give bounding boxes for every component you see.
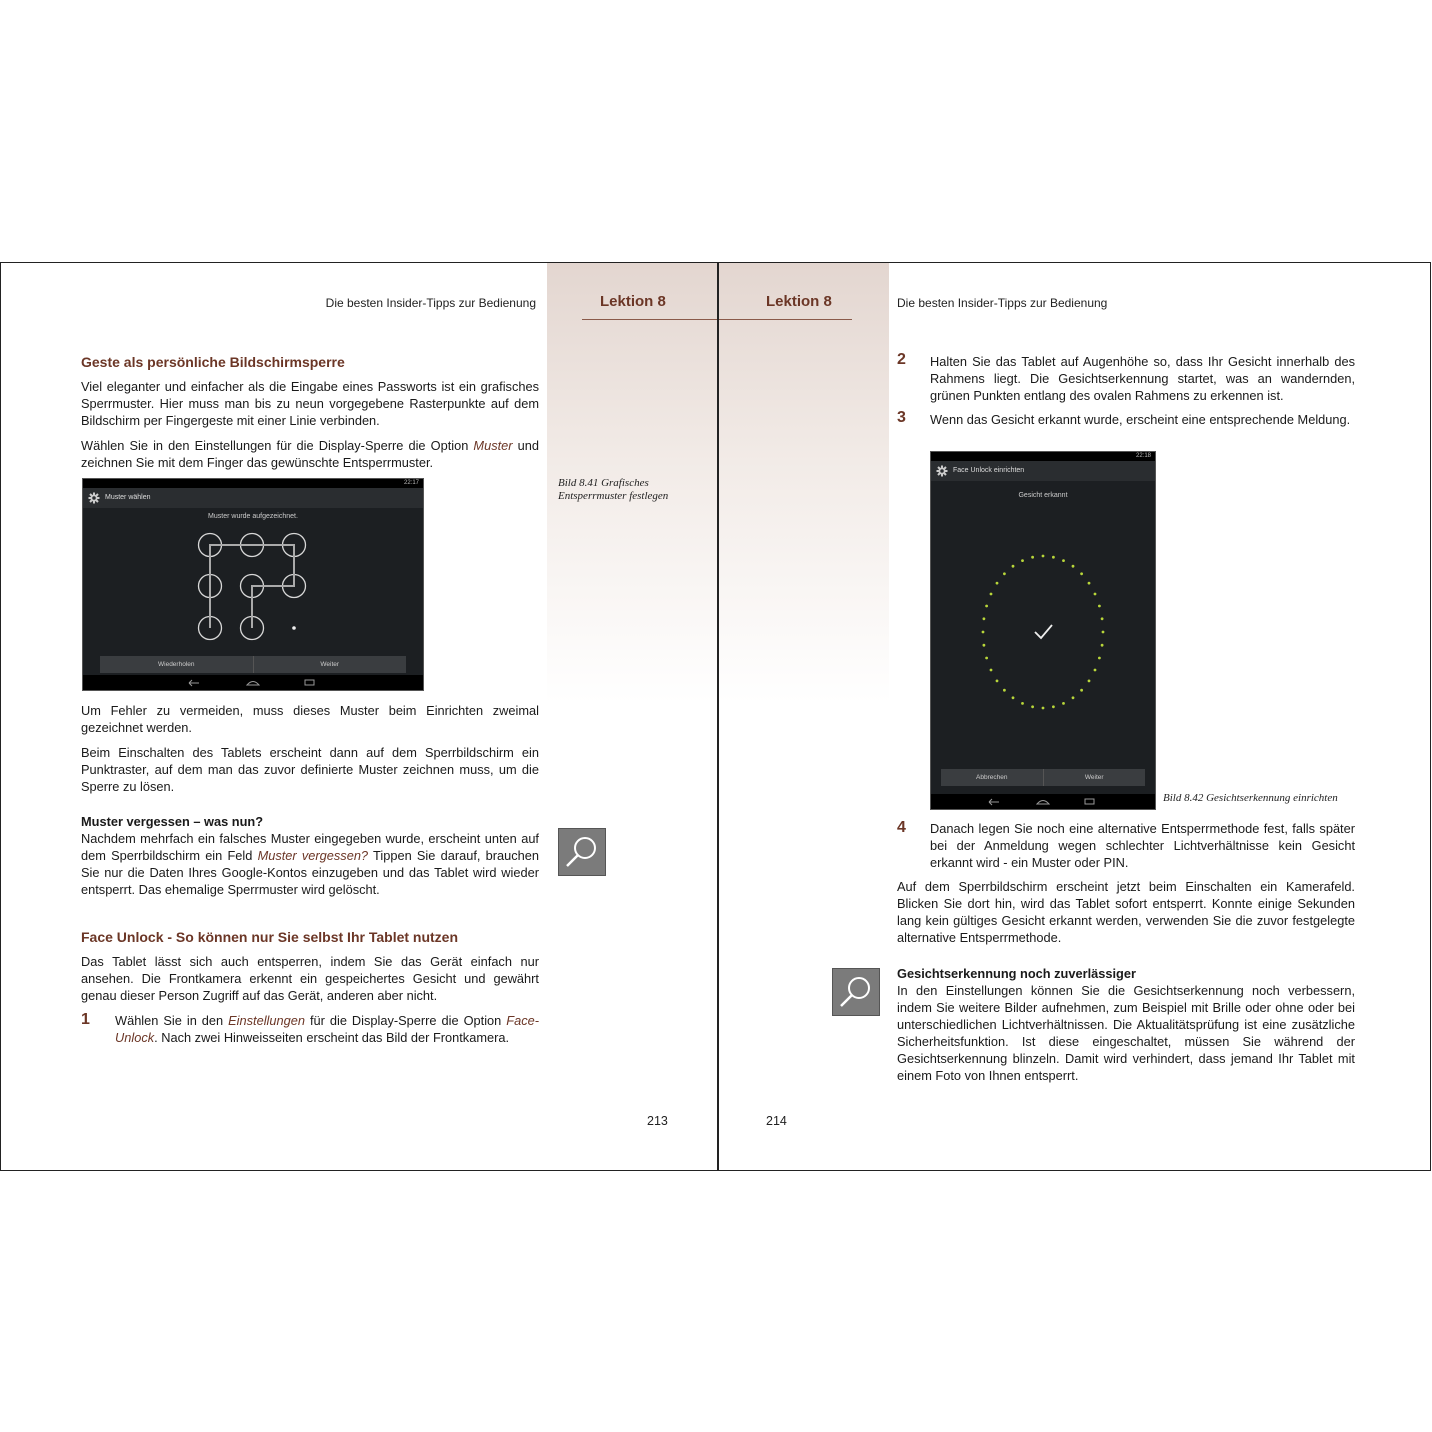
oval-dot (1088, 680, 1091, 683)
right-color-band (719, 263, 889, 703)
nav-bar (83, 675, 423, 690)
oval-dot (1052, 705, 1055, 708)
oval-dot (1012, 565, 1015, 568)
oval-dot (1080, 689, 1083, 692)
paragraph: Wählen Sie in den Einstellungen für die Display-Sperre die Option Muster und zeichnen Sie mit dem Finger das gewünschte Entsperrmuster. (81, 438, 539, 470)
running-head: Die besten Insider-Tipps zur Bedienung (897, 296, 1108, 310)
recents-icon[interactable] (1085, 799, 1094, 804)
figure-caption: Bild 8.41 Grafisches Entsperrmuster festlegen (558, 477, 669, 502)
step-number: 4 (897, 819, 906, 836)
oval-dot (1052, 556, 1055, 559)
oval-dot (983, 617, 986, 620)
lesson-label: Lektion 8 (766, 293, 832, 310)
step-text: Wählen Sie in den Einstellungen für die Display-Sperre die Option Face-Unlock. Nach zwei Hinweisseiten erscheint das Bild der Frontkamera. (115, 1013, 539, 1045)
oval-dot (1101, 617, 1104, 620)
section-heading: Face Unlock - So können nur Sie selbst Ihr Tablet nutzen (81, 929, 459, 945)
step-text: Halten Sie das Tablet auf Augenhöhe so, dass Ihr Gesicht innerhalb des Rahmens liegt. Die Gesichtserkennung startet, was an wandernden, grünen Punkten entlang des ovalen Rahmens zu erkennen ist. (930, 354, 1355, 403)
back-icon[interactable] (989, 799, 999, 805)
status-bar: 22:17 (83, 479, 423, 488)
oval-dot (1094, 669, 1097, 672)
oval-dot (990, 669, 993, 672)
oval-dot (1003, 572, 1006, 575)
magnifier-icon (833, 969, 879, 1015)
oval-dot (1094, 593, 1097, 596)
oval-dot (1003, 689, 1006, 692)
oval-dot (996, 680, 999, 683)
tip-heading: Muster vergessen – was nun? (81, 814, 264, 829)
oval-dot (990, 593, 993, 596)
step-number: 2 (897, 351, 906, 368)
face-frame-oval (931, 452, 1155, 809)
oval-dot (1072, 696, 1075, 699)
pattern-screenshot (82, 478, 424, 691)
screen-title: Face Unlock einrichten (953, 467, 1025, 474)
oval-dot (982, 631, 985, 634)
oval-dot (1021, 702, 1024, 705)
oval-dot (1101, 644, 1104, 647)
option-name: Muster (473, 438, 513, 453)
lesson-rule (582, 319, 717, 320)
oval-dot (996, 582, 999, 585)
dialog-buttons (100, 656, 406, 673)
step-text: Danach legen Sie noch eine alternative Entsperrmethode fest, falls später bei der Anmeldung wegen schlechter Lichtverhältnisse kein Gesicht erkannt wird - ein Muster oder PIN. (930, 821, 1355, 870)
oval-dot (985, 605, 988, 608)
oval-dot (1098, 605, 1101, 608)
tip-text: Gesichtserkennung noch zuverlässiger In den Einstellungen können Sie die Gesichtserkennung noch verbessern, indem Sie weitere Bilder aufnehmen, zum Beispiel mit Brille oder ohne oder bei unterschiedlichen Lichtverhältnissen. Die Aktualitätsprüfung ist eine zusätzliche Sicherheitsfunktion. Ist diese eingeschaltet, müssen Sie während der Gesichtserkennung blinzeln. Damit wird verhindert, dass jemand Ihr Tablet mit einem Foto von Ihnen entsperrt. (897, 966, 1355, 1083)
home-icon[interactable] (1037, 801, 1049, 805)
repeat-button[interactable]: Wiederholen (158, 661, 195, 668)
screen-message: Gesicht erkannt (1018, 492, 1068, 499)
running-head: Die besten Insider-Tipps zur Bedienung (325, 296, 536, 310)
paragraph: Auf dem Sperrbildschirm erscheint jetzt beim Einschalten ein Kamerafeld. Blicken Sie dort hin, wird das Tablet sofort entsperrt. Konnte einige Sekunden lang kein gültiges Gesicht erkannt werden, verwenden Sie die zuvor festgelegte alternative Entsperrmethode. (897, 879, 1355, 945)
oval-dot (983, 644, 986, 647)
oval-dot (1042, 555, 1045, 558)
back-icon[interactable] (189, 680, 199, 686)
next-button[interactable]: Weiter (253, 656, 407, 673)
page-number: 213 (647, 1114, 668, 1128)
magnifier-icon (559, 829, 605, 875)
oval-dot (1062, 702, 1065, 705)
status-bar: 22:18 (931, 452, 1155, 461)
paragraph: Viel eleganter und einfacher als die Eingabe eines Passworts ist ein grafisches Sperrmuster. Hier muss man bis zu neun vorgegebene Rasterpunkte auf dem Bildschirm per Fingergeste mit einer Linie verbinden. (81, 379, 539, 428)
dialog-buttons (941, 769, 1145, 786)
paragraph: Beim Einschalten des Tablets erscheint dann auf dem Sperrbildschirm ein Punktraster, auf dem man das zuvor definierte Muster zeichnen muss, um die Sperre zu lösen. (81, 745, 539, 794)
screen-title: Muster wählen (105, 494, 151, 501)
oval-dot (1080, 572, 1083, 575)
tip-heading: Gesichtserkennung noch zuverlässiger (897, 966, 1136, 981)
oval-dot (1098, 657, 1101, 660)
step-number: 3 (897, 409, 906, 426)
oval-dot (1072, 565, 1075, 568)
checkmark-icon (1035, 625, 1052, 638)
screen-message: Muster wurde aufgezeichnet. (208, 513, 298, 520)
nav-bar (931, 794, 1155, 809)
paragraph: Das Tablet lässt sich auch entsperren, indem Sie das Gerät einfach nur ansehen. Die Frontkamera erkennt ein gespeichertes Gesicht und gewährt genau dieser Person Zugriff auf das Gerät, anderen aber nicht. (81, 954, 539, 1003)
tip-box (832, 968, 880, 1016)
paragraph: Um Fehler zu vermeiden, muss dieses Muster beim Einrichten zweimal gezeichnet werden. (81, 703, 539, 735)
oval-dot (1031, 705, 1034, 708)
oval-dot (1021, 559, 1024, 562)
step-text: Wenn das Gesicht erkannt wurde, erscheint eine entsprechende Meldung. (930, 412, 1351, 427)
lesson-label: Lektion 8 (600, 293, 666, 310)
face-unlock-screenshot (930, 451, 1156, 810)
book-spread (0, 262, 1431, 1171)
oval-dot (1031, 556, 1034, 559)
home-icon[interactable] (247, 682, 259, 686)
oval-dot (985, 657, 988, 660)
recents-icon[interactable] (305, 680, 314, 685)
oval-dot (1102, 631, 1105, 634)
page-number: 214 (766, 1114, 787, 1128)
tip-text: Muster vergessen – was nun? Nachdem mehrfach ein falsches Muster eingegeben wurde, erscheint unten auf dem Sperrbildschirm ein Feld Muster vergessen? Tippen Sie darauf, brauchen Sie nur die Daten Ihres Google-Kontos einzugeben und das Tablet wird wieder entsperrt. Das ehemalige Sperrmuster wird gelöscht. (81, 814, 540, 897)
oval-dot (1062, 559, 1065, 562)
tip-box (558, 828, 606, 876)
oval-dot (1042, 707, 1045, 710)
section-heading: Geste als persönliche Bildschirmsperre (81, 354, 345, 370)
option-name: Muster vergessen? (257, 848, 369, 863)
figure-caption: Bild 8.42 Gesichtserkennung einrichten (1163, 792, 1338, 804)
lesson-rule (719, 319, 852, 320)
gutter-line (717, 263, 719, 1170)
oval-dot (1088, 582, 1091, 585)
step-number: 1 (81, 1011, 90, 1028)
oval-dot (1012, 696, 1015, 699)
cancel-button[interactable]: Abbrechen (976, 774, 1008, 781)
next-button[interactable]: Weiter (1043, 769, 1146, 786)
